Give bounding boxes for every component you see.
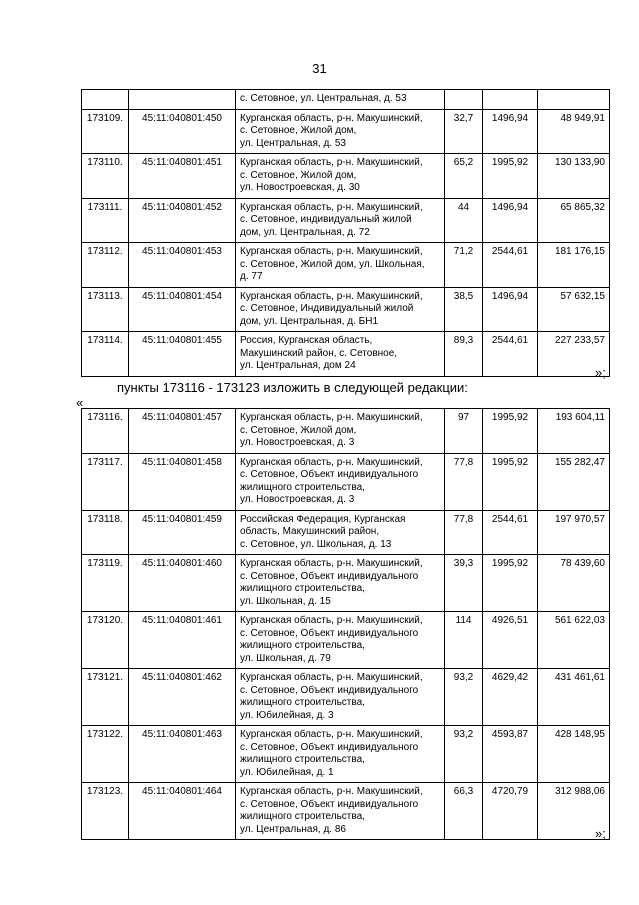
area-cell: 32,7 <box>445 109 483 154</box>
property-table-continued <box>81 89 610 377</box>
area-cell: 89,3 <box>445 332 483 377</box>
address-line: ул. Юбилейная, д. 3 <box>240 709 334 721</box>
table-row <box>82 198 610 243</box>
item-number-cell: 173122. <box>82 726 129 783</box>
table-row <box>82 154 610 199</box>
closing-quote-mark: »; <box>595 826 606 841</box>
rate-cell: 1995,92 <box>483 409 538 454</box>
amendment-instruction: пункты 173116 - 173123 изложить в следующей редакции: <box>117 380 468 395</box>
address-line: Курганская область, р-н. Макушинский, <box>240 786 423 797</box>
cadastral-number-cell: 45:11:040801:462 <box>129 669 236 726</box>
address-line: с. Сетовное, Жилой дом, <box>240 125 357 136</box>
item-number-cell: 173112. <box>82 243 129 288</box>
rate-cell: 2544,61 <box>483 243 538 288</box>
cadastral-number-cell: 45:11:040801:455 <box>129 332 236 377</box>
address-line: с. Сетовное, Объект индивидуального <box>240 684 419 696</box>
cadastral-value-cell: 130 133,90 <box>538 154 610 199</box>
address-line: с. Сетовное, ул. Школьная, д. 13 <box>240 538 392 550</box>
table-row <box>82 243 610 288</box>
area-cell: 77,8 <box>445 510 483 555</box>
area-cell: 97 <box>445 409 483 454</box>
cadastral-value-cell: 57 632,15 <box>538 287 610 332</box>
address-line: жилищного строительства, <box>240 811 365 822</box>
area-cell: 44 <box>445 198 483 243</box>
rate-cell: 4629,42 <box>483 669 538 726</box>
area-cell <box>445 90 483 110</box>
address-cell <box>236 510 445 555</box>
rate-cell: 4593,87 <box>483 726 538 783</box>
table-row <box>82 332 610 377</box>
page-number: 31 <box>312 61 327 76</box>
cadastral-value-cell: 48 949,91 <box>538 109 610 154</box>
address-line: Курганская область, р-н. Макушинский, <box>240 672 423 683</box>
rate-cell: 1995,92 <box>483 154 538 199</box>
address-line: Макушинский район, с. Сетовное, <box>240 347 398 359</box>
cadastral-number-cell: 45:11:040801:459 <box>129 510 236 555</box>
address-cell <box>236 154 445 199</box>
cadastral-number-cell: 45:11:040801:464 <box>129 783 236 840</box>
address-line: Курганская область, р-н. Макушинский, <box>240 290 423 302</box>
address-cell <box>236 669 445 726</box>
table-row <box>82 555 610 612</box>
area-cell: 66,3 <box>445 783 483 840</box>
cadastral-value-cell: 181 176,15 <box>538 243 610 288</box>
address-cell <box>236 409 445 454</box>
item-number-cell: 173123. <box>82 783 129 840</box>
address-line: Курганская область, р-н. Макушинский, <box>240 558 423 569</box>
address-line: Российская Федерация, Курганская <box>240 513 406 525</box>
address-line: д. 77 <box>240 271 263 282</box>
area-cell: 93,2 <box>445 669 483 726</box>
cadastral-value-cell: 312 988,06 <box>538 783 610 840</box>
cadastral-value-cell: 155 282,47 <box>538 453 610 510</box>
cadastral-value-cell: 428 148,95 <box>538 726 610 783</box>
rate-cell: 2544,61 <box>483 332 538 377</box>
area-cell: 39,3 <box>445 555 483 612</box>
area-cell: 71,2 <box>445 243 483 288</box>
area-cell: 77,8 <box>445 453 483 510</box>
address-line: Курганская область, р-н. Макушинский, <box>240 246 423 257</box>
cadastral-value-cell: 227 233,57 <box>538 332 610 377</box>
address-line: Курганская область, р-н. Макушинский, <box>240 615 423 626</box>
address-line: с. Сетовное, Объект индивидуального <box>240 627 419 639</box>
address-line: Россия, Курганская область, <box>240 335 373 346</box>
item-number-cell: 173121. <box>82 669 129 726</box>
cadastral-value-cell: 78 439,60 <box>538 555 610 612</box>
address-cell <box>236 612 445 669</box>
rate-cell: 1995,92 <box>483 453 538 510</box>
address-cell <box>236 287 445 332</box>
cadastral-value-cell: 193 604,11 <box>538 409 610 454</box>
table-row <box>82 409 610 454</box>
area-cell: 65,2 <box>445 154 483 199</box>
property-table-new-edition <box>81 408 610 840</box>
address-line: с. Сетовное, ул. Центральная, д. 53 <box>240 93 407 104</box>
table-row <box>82 510 610 555</box>
item-number-cell: 173114. <box>82 332 129 377</box>
closing-quote-mark: »; <box>595 365 606 380</box>
cadastral-number-cell: 45:11:040801:463 <box>129 726 236 783</box>
rate-cell: 2544,61 <box>483 510 538 555</box>
table-row <box>82 612 610 669</box>
address-cell <box>236 332 445 377</box>
table-row <box>82 287 610 332</box>
cadastral-value-cell <box>538 90 610 110</box>
area-cell: 114 <box>445 612 483 669</box>
address-line: с. Сетовное, Объект индивидуального <box>240 741 419 753</box>
item-number-cell: 173116. <box>82 409 129 454</box>
address-line: ул. Школьная, д. 15 <box>240 595 331 607</box>
rate-cell: 4926,51 <box>483 612 538 669</box>
address-line: с. Сетовное, индивидуальный жилой <box>240 214 412 225</box>
item-number-cell: 173120. <box>82 612 129 669</box>
rate-cell: 1995,92 <box>483 555 538 612</box>
address-line: ул. Центральная, дом 24 <box>240 360 356 371</box>
address-cell <box>236 109 445 154</box>
address-cell <box>236 555 445 612</box>
address-cell <box>236 726 445 783</box>
address-line: ул. Новостроевская, д. 3 <box>240 494 355 505</box>
address-line: ул. Новостроевская, д. 30 <box>240 182 360 193</box>
address-line: Курганская область, р-н. Макушинский, <box>240 456 423 468</box>
address-cell <box>236 90 445 110</box>
cadastral-value-cell: 65 865,32 <box>538 198 610 243</box>
item-number-cell <box>82 90 129 110</box>
address-line: ул. Школьная, д. 79 <box>240 652 331 664</box>
cadastral-number-cell: 45:11:040801:452 <box>129 198 236 243</box>
address-line: жилищного строительства, <box>240 697 365 708</box>
address-cell <box>236 453 445 510</box>
rate-cell <box>483 90 538 110</box>
area-cell: 93,2 <box>445 726 483 783</box>
item-number-cell: 173117. <box>82 453 129 510</box>
address-line: Курганская область, р-н. Макушинский, <box>240 112 423 124</box>
cadastral-number-cell: 45:11:040801:453 <box>129 243 236 288</box>
cadastral-value-cell: 561 622,03 <box>538 612 610 669</box>
table-row <box>82 783 610 840</box>
opening-quote-mark: « <box>76 395 84 410</box>
address-line: ул. Новостроевская, д. 3 <box>240 437 355 448</box>
table-row <box>82 90 610 110</box>
address-line: жилищного строительства, <box>240 481 365 493</box>
address-line: с. Сетовное, Жилой дом, <box>240 169 357 181</box>
cadastral-number-cell: 45:11:040801:451 <box>129 154 236 199</box>
item-number-cell: 173118. <box>82 510 129 555</box>
address-line: с. Сетовное, Индивидуальный жилой <box>240 303 414 314</box>
address-line: с. Сетовное, Жилой дом, ул. Школьная, <box>240 258 425 270</box>
address-line: Курганская область, р-н. Макушинский, <box>240 201 423 213</box>
address-line: ул. Юбилейная, д. 1 <box>240 766 334 778</box>
item-number-cell: 173119. <box>82 555 129 612</box>
item-number-cell: 173109. <box>82 109 129 154</box>
address-line: дом, ул. Центральная, д. 72 <box>240 226 370 238</box>
cadastral-number-cell: 45:11:040801:461 <box>129 612 236 669</box>
cadastral-number-cell: 45:11:040801:458 <box>129 453 236 510</box>
address-line: Курганская область, р-н. Макушинский, <box>240 412 423 423</box>
item-number-cell: 173113. <box>82 287 129 332</box>
cadastral-value-cell: 197 970,57 <box>538 510 610 555</box>
cadastral-number-cell: 45:11:040801:457 <box>129 409 236 454</box>
address-cell <box>236 783 445 840</box>
rate-cell: 1496,94 <box>483 109 538 154</box>
address-line: с. Сетовное, Объект индивидуального <box>240 570 419 582</box>
rate-cell: 1496,94 <box>483 198 538 243</box>
address-line: с. Сетовное, Объект индивидуального <box>240 798 419 810</box>
cadastral-number-cell: 45:11:040801:450 <box>129 109 236 154</box>
table-row <box>82 453 610 510</box>
rate-cell: 1496,94 <box>483 287 538 332</box>
address-line: область, Макушинский район, <box>240 526 380 537</box>
address-line: Курганская область, р-н. Макушинский, <box>240 729 423 740</box>
cadastral-value-cell: 431 461,61 <box>538 669 610 726</box>
address-cell <box>236 198 445 243</box>
cadastral-number-cell: 45:11:040801:454 <box>129 287 236 332</box>
address-line: Курганская область, р-н. Макушинский, <box>240 157 423 168</box>
table-row <box>82 109 610 154</box>
address-line: ул. Центральная, д. 53 <box>240 137 346 149</box>
address-line: жилищного строительства, <box>240 754 365 765</box>
rate-cell: 4720,79 <box>483 783 538 840</box>
address-line: с. Сетовное, Объект индивидуального <box>240 469 419 480</box>
address-line: ул. Центральная, д. 86 <box>240 823 346 835</box>
address-line: с. Сетовное, Жилой дом, <box>240 424 357 436</box>
item-number-cell: 173110. <box>82 154 129 199</box>
address-line: жилищного строительства, <box>240 640 365 651</box>
address-line: дом, ул. Центральная, д. БН1 <box>240 315 379 327</box>
table-row <box>82 726 610 783</box>
cadastral-number-cell: 45:11:040801:460 <box>129 555 236 612</box>
item-number-cell: 173111. <box>82 198 129 243</box>
address-line: жилищного строительства, <box>240 583 365 594</box>
cadastral-number-cell <box>129 90 236 110</box>
area-cell: 38,5 <box>445 287 483 332</box>
address-cell <box>236 243 445 288</box>
table-row <box>82 669 610 726</box>
